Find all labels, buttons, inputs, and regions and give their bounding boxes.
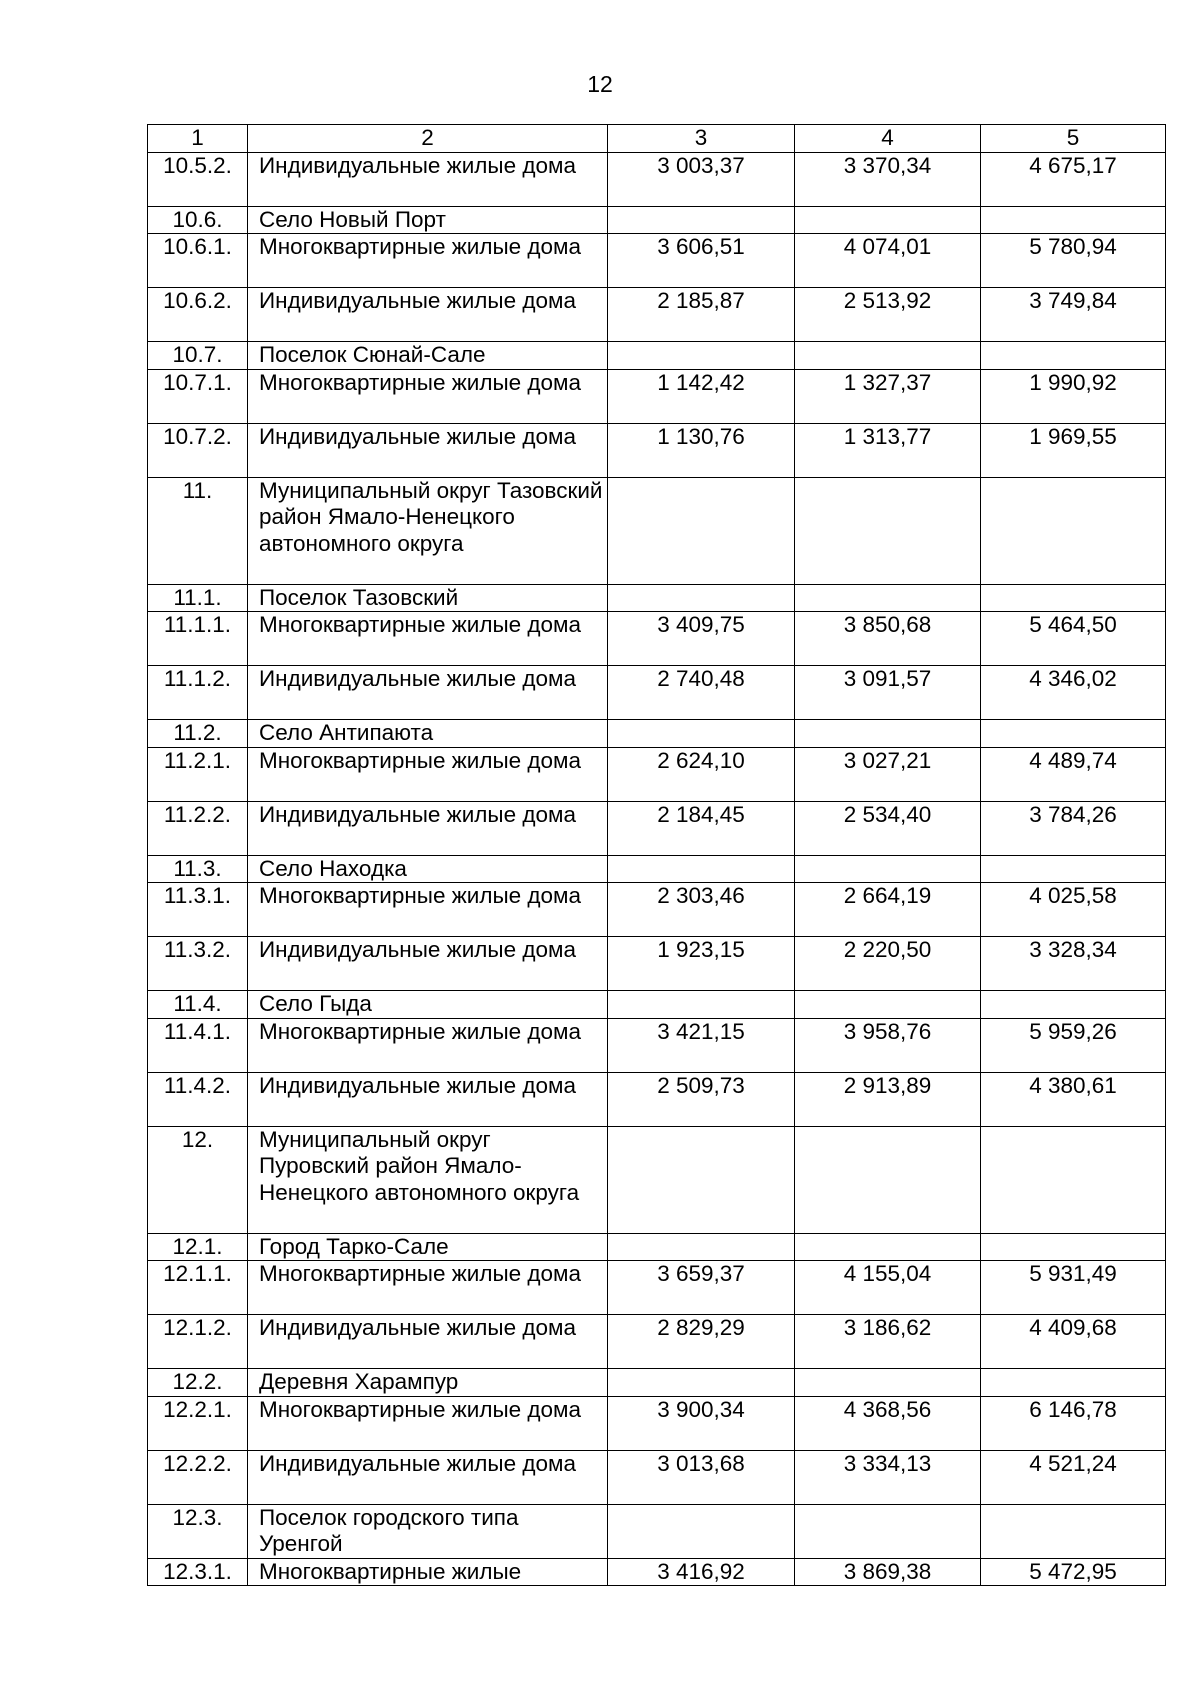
row-value-col5: 4 380,61 (981, 1072, 1166, 1126)
row-name: Многоквартирные жилые (248, 1558, 608, 1586)
table-row (148, 1396, 1166, 1450)
row-value-col3: 3 013,68 (608, 1450, 795, 1504)
row-value-col3 (608, 1504, 795, 1558)
row-value-col5: 1 990,92 (981, 369, 1166, 423)
row-number: 12.1. (148, 1233, 248, 1261)
table-row (148, 206, 1166, 234)
row-name: Село Антипаюта (248, 720, 608, 748)
row-value-col5: 5 931,49 (981, 1261, 1166, 1315)
table-row (148, 855, 1166, 883)
row-name: Село Находка (248, 855, 608, 883)
row-number: 11.3. (148, 855, 248, 883)
row-name: Многоквартирные жилые дома (248, 369, 608, 423)
table-row (148, 477, 1166, 584)
row-value-col4 (795, 1369, 981, 1397)
table-row (148, 1261, 1166, 1315)
table-row (148, 152, 1166, 206)
row-value-col5 (981, 477, 1166, 584)
row-number: 10.7.1. (148, 369, 248, 423)
row-value-col4: 2 513,92 (795, 288, 981, 342)
row-value-col5: 3 749,84 (981, 288, 1166, 342)
row-name: Село Новый Порт (248, 206, 608, 234)
row-value-col3: 2 829,29 (608, 1315, 795, 1369)
row-value-col3 (608, 584, 795, 612)
row-value-col5: 3 784,26 (981, 801, 1166, 855)
row-value-col3 (608, 1369, 795, 1397)
row-value-col3 (608, 477, 795, 584)
row-value-col3: 3 003,37 (608, 152, 795, 206)
row-value-col4: 2 913,89 (795, 1072, 981, 1126)
row-value-col3 (608, 206, 795, 234)
row-number: 10.6. (148, 206, 248, 234)
row-name: Муниципальный округ Тазовский район Ямало-Ненецкого автономного округа (248, 477, 608, 584)
table-row (148, 612, 1166, 666)
row-name: Город Тарко-Сале (248, 1233, 608, 1261)
header-col-5: 5 (981, 125, 1166, 153)
row-value-col4: 4 074,01 (795, 234, 981, 288)
row-name: Индивидуальные жилые дома (248, 288, 608, 342)
row-value-col4 (795, 1233, 981, 1261)
header-col-2: 2 (248, 125, 608, 153)
row-name: Поселок Сюнай-Сале (248, 342, 608, 370)
row-number: 12.2. (148, 1369, 248, 1397)
row-number: 12.1.2. (148, 1315, 248, 1369)
row-value-col4: 3 091,57 (795, 666, 981, 720)
table-row (148, 369, 1166, 423)
row-value-col4: 3 850,68 (795, 612, 981, 666)
row-value-col4: 2 534,40 (795, 801, 981, 855)
header-col-1: 1 (148, 125, 248, 153)
row-number: 12.1.1. (148, 1261, 248, 1315)
row-value-col3: 1 923,15 (608, 937, 795, 991)
row-value-col4 (795, 991, 981, 1019)
row-value-col5: 4 025,58 (981, 883, 1166, 937)
row-value-col4 (795, 584, 981, 612)
row-number: 12.3.1. (148, 1558, 248, 1586)
row-name: Индивидуальные жилые дома (248, 666, 608, 720)
row-value-col3 (608, 855, 795, 883)
row-value-col4: 3 370,34 (795, 152, 981, 206)
row-value-col5: 6 146,78 (981, 1396, 1166, 1450)
row-number: 11.2.2. (148, 801, 248, 855)
table-row (148, 288, 1166, 342)
row-name: Многоквартирные жилые дома (248, 883, 608, 937)
row-value-col5: 5 472,95 (981, 1558, 1166, 1586)
row-name: Многоквартирные жилые дома (248, 234, 608, 288)
row-value-col5: 4 346,02 (981, 666, 1166, 720)
row-name: Многоквартирные жилые дома (248, 747, 608, 801)
table-row (148, 423, 1166, 477)
table-row (148, 1369, 1166, 1397)
row-value-col5 (981, 1126, 1166, 1233)
row-number: 10.7. (148, 342, 248, 370)
row-value-col5: 1 969,55 (981, 423, 1166, 477)
table-row (148, 1450, 1166, 1504)
row-value-col5 (981, 720, 1166, 748)
row-number: 11.1.1. (148, 612, 248, 666)
row-number: 12.2.2. (148, 1450, 248, 1504)
row-value-col4 (795, 342, 981, 370)
row-value-col3 (608, 342, 795, 370)
row-name: Индивидуальные жилые дома (248, 1315, 608, 1369)
row-number: 11.4.1. (148, 1018, 248, 1072)
row-value-col4 (795, 720, 981, 748)
row-number: 10.7.2. (148, 423, 248, 477)
row-number: 11.3.1. (148, 883, 248, 937)
row-number: 11.4. (148, 991, 248, 1019)
row-value-col5: 3 328,34 (981, 937, 1166, 991)
table-row (148, 1315, 1166, 1369)
table-body (148, 152, 1166, 1586)
row-value-col3: 3 606,51 (608, 234, 795, 288)
row-value-col5 (981, 991, 1166, 1019)
table-row (148, 720, 1166, 748)
table-row (148, 1018, 1166, 1072)
row-name: Индивидуальные жилые дома (248, 1450, 608, 1504)
row-value-col3: 2 303,46 (608, 883, 795, 937)
row-number: 10.6.1. (148, 234, 248, 288)
row-name: Село Гыда (248, 991, 608, 1019)
row-number: 10.6.2. (148, 288, 248, 342)
row-value-col5 (981, 206, 1166, 234)
row-value-col4: 3 334,13 (795, 1450, 981, 1504)
table-row (148, 801, 1166, 855)
row-name: Многоквартирные жилые дома (248, 612, 608, 666)
row-name: Индивидуальные жилые дома (248, 1072, 608, 1126)
row-name: Индивидуальные жилые дома (248, 937, 608, 991)
row-value-col4: 4 155,04 (795, 1261, 981, 1315)
header-col-3: 3 (608, 125, 795, 153)
row-number: 11.2.1. (148, 747, 248, 801)
table-row (148, 1233, 1166, 1261)
row-number: 11.3.2. (148, 937, 248, 991)
row-number: 11.2. (148, 720, 248, 748)
row-value-col4: 2 220,50 (795, 937, 981, 991)
row-value-col4 (795, 1504, 981, 1558)
row-value-col5 (981, 855, 1166, 883)
row-value-col4: 1 327,37 (795, 369, 981, 423)
table-row (148, 666, 1166, 720)
row-value-col4: 3 958,76 (795, 1018, 981, 1072)
table-row (148, 584, 1166, 612)
row-value-col4: 1 313,77 (795, 423, 981, 477)
row-value-col3: 2 509,73 (608, 1072, 795, 1126)
row-name: Индивидуальные жилые дома (248, 423, 608, 477)
row-value-col4: 3 027,21 (795, 747, 981, 801)
row-value-col3: 3 416,92 (608, 1558, 795, 1586)
row-name: Муниципальный округ Пуровский район Ямало-Ненецкого автономного округа (248, 1126, 608, 1233)
row-name: Поселок Тазовский (248, 584, 608, 612)
row-value-col4 (795, 477, 981, 584)
row-value-col5 (981, 1233, 1166, 1261)
row-name: Индивидуальные жилые дома (248, 152, 608, 206)
row-name: Индивидуальные жилые дома (248, 801, 608, 855)
page-number: 12 (587, 71, 613, 97)
row-value-col5: 4 489,74 (981, 747, 1166, 801)
row-name: Многоквартирные жилые дома (248, 1396, 608, 1450)
row-value-col5: 5 464,50 (981, 612, 1166, 666)
row-value-col3: 3 409,75 (608, 612, 795, 666)
table-row (148, 1558, 1166, 1586)
row-value-col4: 2 664,19 (795, 883, 981, 937)
table-row (148, 342, 1166, 370)
table-row (148, 234, 1166, 288)
row-value-col3: 3 900,34 (608, 1396, 795, 1450)
table-row (148, 937, 1166, 991)
table-row (148, 1126, 1166, 1233)
row-number: 12. (148, 1126, 248, 1233)
row-number: 11.4.2. (148, 1072, 248, 1126)
row-value-col4 (795, 855, 981, 883)
row-value-col5: 5 780,94 (981, 234, 1166, 288)
row-value-col5 (981, 1504, 1166, 1558)
row-value-col3: 3 659,37 (608, 1261, 795, 1315)
row-value-col4: 3 869,38 (795, 1558, 981, 1586)
row-name: Многоквартирные жилые дома (248, 1261, 608, 1315)
row-value-col3 (608, 991, 795, 1019)
row-number: 12.2.1. (148, 1396, 248, 1450)
row-value-col3 (608, 1233, 795, 1261)
row-value-col5: 5 959,26 (981, 1018, 1166, 1072)
row-name: Многоквартирные жилые дома (248, 1018, 608, 1072)
row-number: 10.5.2. (148, 152, 248, 206)
row-number: 11.1. (148, 584, 248, 612)
table-row (148, 1072, 1166, 1126)
row-number: 11. (148, 477, 248, 584)
row-value-col3: 2 624,10 (608, 747, 795, 801)
row-value-col4 (795, 1126, 981, 1233)
row-value-col5 (981, 584, 1166, 612)
row-value-col5 (981, 342, 1166, 370)
row-number: 12.3. (148, 1504, 248, 1558)
table-row (148, 883, 1166, 937)
tariff-table (147, 124, 1166, 1586)
row-value-col5: 4 675,17 (981, 152, 1166, 206)
table-header (148, 125, 1166, 153)
row-value-col3 (608, 1126, 795, 1233)
row-value-col5: 4 521,24 (981, 1450, 1166, 1504)
row-value-col3: 2 184,45 (608, 801, 795, 855)
row-value-col5 (981, 1369, 1166, 1397)
row-value-col3 (608, 720, 795, 748)
header-col-4: 4 (795, 125, 981, 153)
row-number: 11.1.2. (148, 666, 248, 720)
row-value-col3: 3 421,15 (608, 1018, 795, 1072)
row-value-col3: 2 185,87 (608, 288, 795, 342)
table-row (148, 991, 1166, 1019)
row-value-col5: 4 409,68 (981, 1315, 1166, 1369)
table-row (148, 747, 1166, 801)
row-value-col4: 4 368,56 (795, 1396, 981, 1450)
row-value-col4: 3 186,62 (795, 1315, 981, 1369)
row-value-col3: 1 130,76 (608, 423, 795, 477)
row-value-col3: 1 142,42 (608, 369, 795, 423)
row-value-col3: 2 740,48 (608, 666, 795, 720)
row-value-col4 (795, 206, 981, 234)
table-row (148, 1504, 1166, 1558)
row-name: Деревня Харампур (248, 1369, 608, 1397)
row-name: Поселок городского типа Уренгой (248, 1504, 608, 1558)
